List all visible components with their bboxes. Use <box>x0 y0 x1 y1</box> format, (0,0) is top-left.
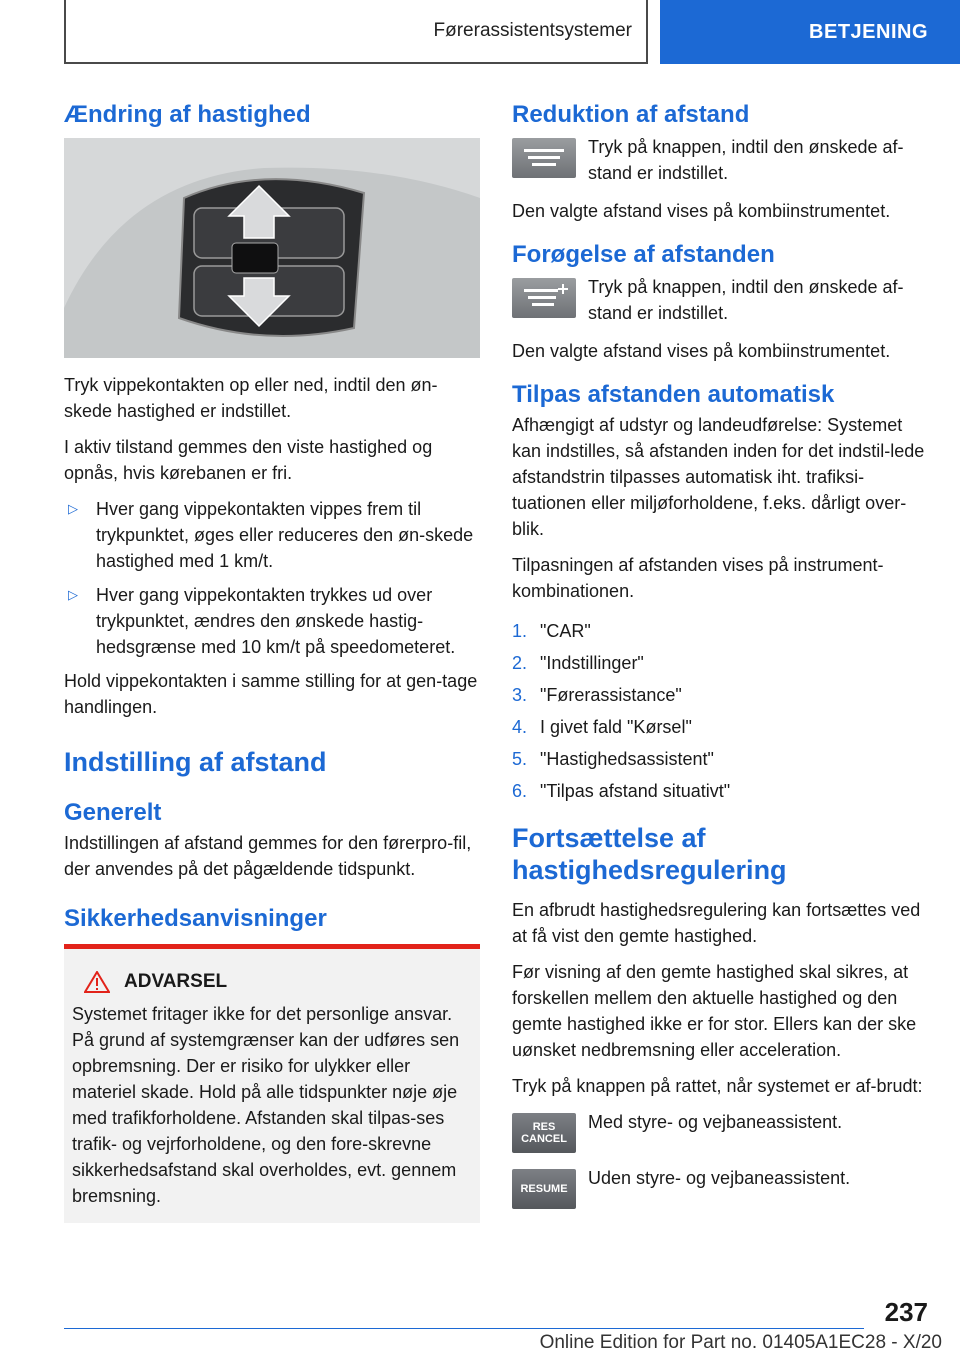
step-text: "CAR" <box>540 621 591 641</box>
resume-row <box>512 1165 928 1209</box>
step-number: 1. <box>512 621 528 641</box>
steps-list <box>512 618 928 804</box>
heading-auto-distance: Tilpas afstanden automatisk <box>512 381 835 408</box>
list-item-text: Hver gang vippekontakten trykkes ud over trykpunktet, ændres den ønskede hastig-hedsgrænse med 10 km/t på speedometeret. <box>96 585 456 657</box>
list-item <box>512 714 928 740</box>
warning-title <box>84 971 472 993</box>
heading-resume: Fortsættelse af hastighedsregulering <box>512 823 787 886</box>
warning-text: Systemet fritager ikke for det personlige ansvar. På grund af systemgrænser kan der udføres sen opbremsning. Der er risiko for ulykker eller materiel skade. Hold på alle tidspunkter nøje øje med trafikforholdene. Afstanden skal tilpas-ses trafik- og vejrforholdene, og den fore-skrevne sikkerhedsafstand skal overholdes, evt. gennem bremsning. <box>72 1004 460 1207</box>
list-item <box>64 582 480 660</box>
resume-button-icon <box>512 1169 576 1209</box>
paragraph-repeat: Hold vippekontakten i samme stilling for at gen-tage handlingen. <box>64 671 478 717</box>
resume-paragraph-1: En afbrudt hastighedsregulering kan fortsættes ved at få vist den gemte hastighed. <box>512 899 921 946</box>
paragraph-toggle: Tryk vippekontakten op eller ned, indtil den øn-skede hastighed er indstillet. <box>64 375 438 421</box>
step-number: 3. <box>512 685 528 705</box>
distance-increase-button-icon <box>512 278 576 318</box>
triangle-bullet-icon: ▷ <box>68 501 78 516</box>
step-text: "Førerassistance" <box>540 685 682 705</box>
section-title: Førerassistentsystemer <box>433 20 632 41</box>
heading-safety: Sikkerhedsanvisninger <box>64 905 327 933</box>
paragraph-active: I aktiv tilstand gemmes den viste hastighed og opnås, hvis kørebanen er fri. <box>64 437 433 483</box>
reduce-row <box>512 134 928 186</box>
warning-box <box>64 944 480 1223</box>
step-number: 4. <box>512 717 528 737</box>
step-number: 2. <box>512 653 528 673</box>
increase-row <box>512 274 928 326</box>
step-text: "Indstillinger" <box>540 653 644 673</box>
resume-paragraph-2: Før visning af den gemte hastighed skal sikres, at forskellen mellem den aktuelle hastighed og den gemte hastighed ikke er for stor. Ellers kan der ske uønsket nedbremsning eller acceleration. <box>512 961 917 1060</box>
footer-divider <box>64 1328 864 1329</box>
heading-increase-distance: Forøgelse af afstanden <box>512 241 775 268</box>
step-text: "Tilpas afstand situativt" <box>540 781 731 801</box>
left-column <box>64 100 480 1223</box>
warning-title-text: ADVARSEL <box>124 971 228 993</box>
header-chapter <box>660 0 960 64</box>
heading-speed-change: Ændring af hastighed <box>64 101 311 128</box>
res-cancel-button-icon <box>512 1113 576 1153</box>
footer-edition: Online Edition for Part no. 01405A1EC28 - X/20 <box>539 1332 942 1353</box>
steering-wheel-illustration <box>64 138 480 358</box>
chapter-title: BETJENING <box>809 20 928 43</box>
increase-shown: Den valgte afstand vises på kombiinstrumentet. <box>512 341 891 361</box>
heading-general: Generelt <box>64 799 162 827</box>
without-assist-text: Uden styre- og vejbaneassistent. <box>588 1167 851 1188</box>
step-number: 5. <box>512 749 528 769</box>
auto-paragraph-1: Afhængigt af udstyr og landeudførelse: Systemet kan indstilles, så afstanden inden for det indstil-lede afstandstrin tilpasses automatisk iht. trafiksi-tuationen eller miljøforholdene, f.eks. dårligt over-blik. <box>512 415 925 539</box>
triangle-bullet-icon: ▷ <box>68 587 78 602</box>
auto-paragraph-2: Tilpasningen af afstanden vises på instrument-kombinationen. <box>512 555 884 601</box>
reduce-shown: Den valgte afstand vises på kombiinstrumentet. <box>512 201 891 221</box>
steering-wheel-image <box>64 138 480 358</box>
step-number: 6. <box>512 781 528 801</box>
list-item <box>512 778 928 804</box>
step-text: I givet fald "Kørsel" <box>540 717 692 737</box>
heading-distance-setting: Indstilling af afstand <box>64 747 327 777</box>
res-cancel-label: RES CANCEL <box>521 1120 567 1145</box>
list-item <box>512 746 928 772</box>
resume-paragraph-3: Tryk på knappen på rattet, når systemet er af-brudt: <box>512 1075 923 1096</box>
header-section <box>64 0 648 64</box>
resume-label: RESUME <box>520 1182 568 1195</box>
res-cancel-row <box>512 1109 928 1153</box>
increase-text: Tryk på knappen, indtil den ønskede af-stand er indstillet. <box>588 277 904 323</box>
list-item <box>512 618 928 644</box>
list-item <box>512 650 928 676</box>
warning-triangle-icon <box>84 971 110 993</box>
right-column <box>512 100 928 1221</box>
distance-reduce-button-icon <box>512 138 576 178</box>
list-item <box>64 496 480 574</box>
list-item-text: Hver gang vippekontakten vippes frem til trykpunktet, øges eller reduceres den øn-skede hastighed med 1 km/t. <box>96 499 474 571</box>
reduce-text: Tryk på knappen, indtil den ønskede af-stand er indstillet. <box>588 137 904 183</box>
step-text: "Hastighedsassistent" <box>540 749 714 769</box>
page-number: 237 <box>884 1297 928 1327</box>
heading-reduce-distance: Reduktion af afstand <box>512 101 750 128</box>
list-item <box>512 682 928 708</box>
with-assist-text: Med styre- og vejbaneassistent. <box>588 1111 843 1132</box>
paragraph-general: Indstillingen af afstand gemmes for den førerpro-fil, der anvendes på det pågældende tidspunkt. <box>64 833 472 880</box>
